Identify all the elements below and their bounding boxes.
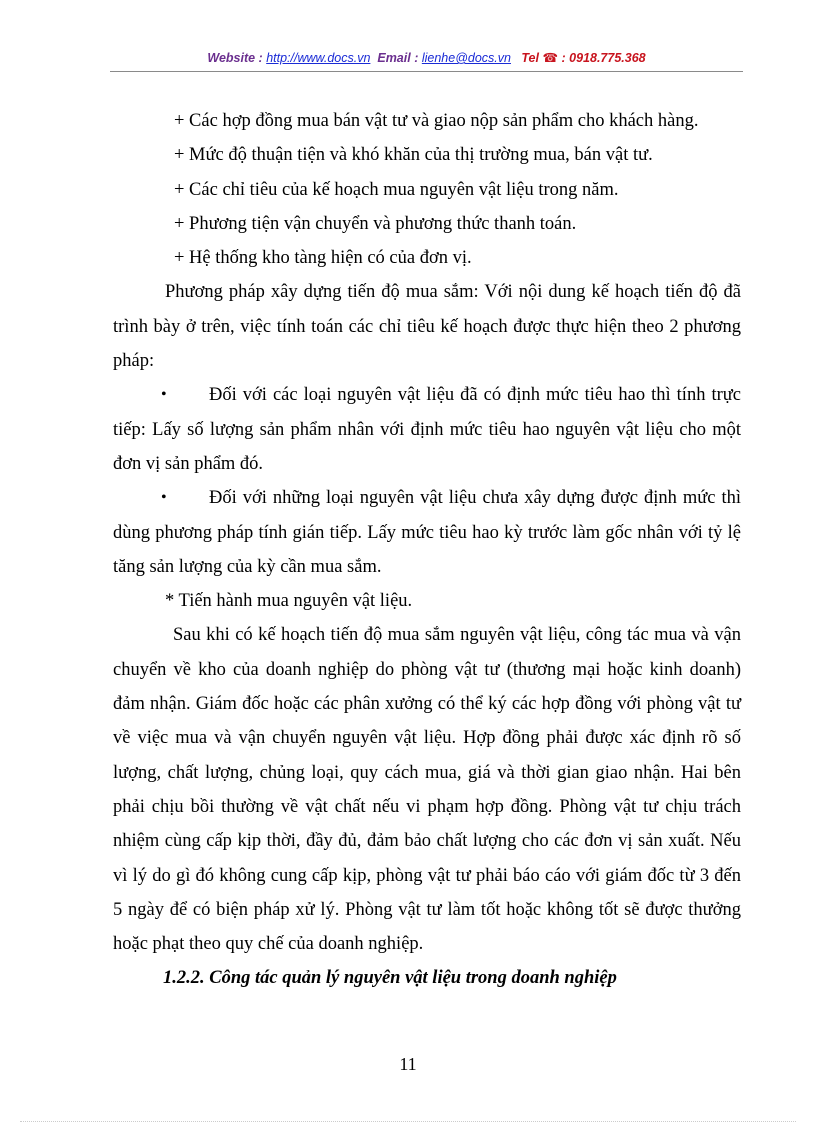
phone-label: Tel ☎ xyxy=(521,51,559,65)
header-separator: : xyxy=(558,51,570,65)
bullet-icon: • xyxy=(161,386,167,404)
page-bottom-divider xyxy=(20,1121,796,1122)
website-label: Website xyxy=(207,51,256,65)
bullet-text: Đối với các loại nguyên vật liệu đã có định mức tiêu hao thì tính trực tiếp: Lấy số lượng sản phẩm nhân với định mức tiêu hao nguyên vật liệu cho một đơn vị sản phẩm đó. xyxy=(113,385,741,474)
bullet-direct-calculation xyxy=(113,378,741,481)
star-line: * Tiến hành mua nguyên vật liệu. xyxy=(165,591,413,612)
bullet-icon: • xyxy=(161,489,167,507)
header-separator: : xyxy=(410,51,422,65)
list-item: + Các hợp đồng mua bán vật tư và giao nộp sản phẩm cho khách hàng. xyxy=(174,111,699,131)
header-divider xyxy=(110,71,743,72)
document-body xyxy=(113,104,741,996)
bullet-text: Đối với những loại nguyên vật liệu chưa xây dựng được định mức thì dùng phương pháp tính gián tiếp. Lấy mức tiêu hao kỳ trước làm gốc nhân với tỷ lệ tăng sản lượng của kỳ cần mua sắm. xyxy=(113,488,741,577)
page-number: 11 xyxy=(399,1054,417,1074)
email-link[interactable]: lienhe@docs.vn xyxy=(421,51,511,65)
page-header xyxy=(110,50,743,65)
list-item: + Hệ thống kho tàng hiện có của đơn vị. xyxy=(174,248,472,269)
website-link[interactable]: http://www.docs.vn xyxy=(266,51,371,65)
bullet-indirect-calculation xyxy=(113,481,741,584)
list-item: + Các chỉ tiêu của kế hoạch mua nguyên vật liệu trong năm. xyxy=(174,179,619,200)
section-heading: 1.2.2. Công tác quản lý nguyên vật liệu trong doanh nghiệp xyxy=(163,968,617,989)
list-item: + Mức độ thuận tiện và khó khăn của thị trường mua, bán vật tư. xyxy=(174,145,653,166)
list-item: + Phương tiện vận chuyển và phương thức thanh toán. xyxy=(174,213,577,234)
phone-number: 0918.775.368 xyxy=(569,51,646,65)
paragraph-purchasing: Sau khi có kế hoạch tiến độ mua sắm nguyên vật liệu, công tác mua và vận chuyển về kho của doanh nghiệp do phòng vật tư (thương mại hoặc kinh doanh) đảm nhận. Giám đốc hoặc các phân xưởng có thể ký các hợp đồng với phòng vật tư về việc mua và vận chuyển nguyên vật liệu. Hợp đồng phải được xác định rõ số lượng, chất lượng, chủng loại, quy cách mua, giá và thời gian giao nhận. Hai bên phải chịu bồi thường về vật chất nếu vi phạm hợp đồng. Phòng vật tư chịu trách nhiệm cùng cấp kịp thời, đầy đủ, đảm bảo chất lượng cho các đơn vị sản xuất. Nếu vì lý do gì đó không cung cấp kịp, phòng vật tư phải báo cáo với giám đốc từ 3 đến 5 ngày để có biện pháp xử lý. Phòng vật tư làm tốt hoặc không tốt sẽ được thưởng hoặc phạt theo quy chế của doanh nghiệp. xyxy=(113,625,741,955)
header-separator: : xyxy=(255,51,267,65)
paragraph-method: Phương pháp xây dựng tiến độ mua sắm: Với nội dung kế hoạch tiến độ đã trình bày ở trên, việc tính toán các chỉ tiêu kế hoạch được thực hiện theo 2 phương pháp: xyxy=(113,282,741,372)
email-label: Email xyxy=(377,51,411,65)
